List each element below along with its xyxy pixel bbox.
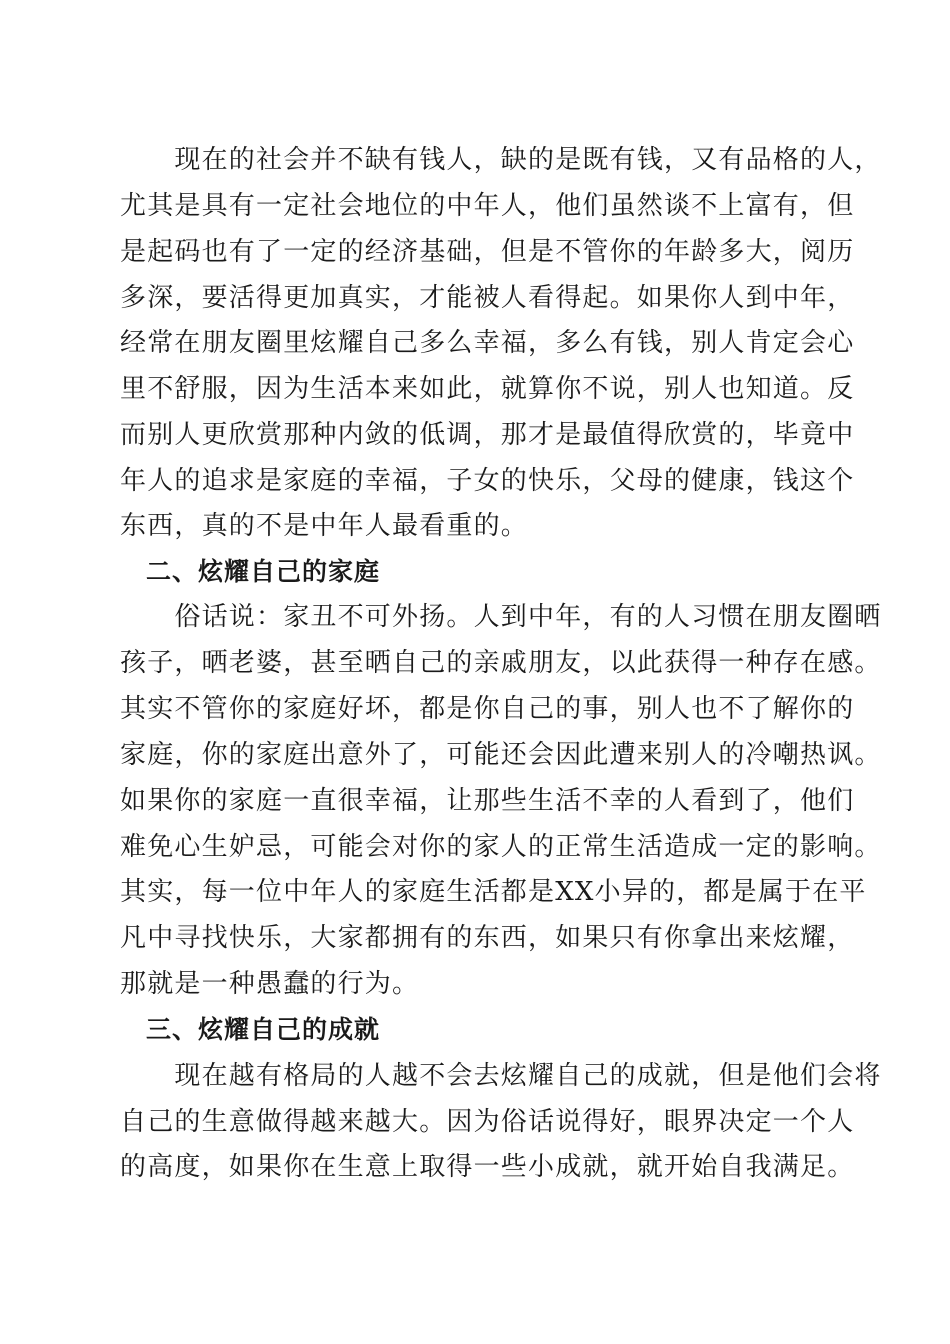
text-line: 的高度，如果你在生意上取得一些小成就，就开始自我满足。 [120, 1152, 855, 1182]
text-line: 其实不管你的家庭好坏，都是你自己的事，别人也不了解你的 [120, 694, 855, 724]
text-line: 年人的追求是家庭的幸福，子女的快乐，父母的健康，钱这个 [120, 466, 855, 496]
text-line: 而别人更欣赏那种内敛的低调，那才是最值得欣赏的，毕竟中 [120, 420, 855, 450]
text-line: 里不舒服，因为生活本来如此，就算你不说，别人也知道。反 [120, 374, 855, 404]
text-line: 其实，每一位中年人的家庭生活都是XX小异的，都是属于在平 [120, 877, 867, 907]
text-line: 现在的社会并不缺有钱人，缺的是既有钱，又有品格的人， [120, 145, 882, 175]
text-line: 孩子，晒老婆，甚至晒自己的亲戚朋友，以此获得一种存在感。 [120, 648, 882, 678]
text-line: 如果你的家庭一直很幸福，让那些生活不幸的人看到了，他们 [120, 786, 855, 816]
text-line: 经常在朋友圈里炫耀自己多么幸福，多么有钱，别人肯定会心 [120, 328, 855, 358]
section-heading: 三、炫耀自己的成就 [120, 1015, 381, 1044]
text-line: 家庭，你的家庭出意外了，可能还会因此遭来别人的冷嘲热讽。 [120, 740, 882, 770]
text-line: 自己的生意做得越来越大。因为俗话说得好，眼界决定一个人 [120, 1107, 855, 1137]
text-line: 多深，要活得更加真实，才能被人看得起。如果你人到中年， [120, 283, 855, 313]
text-line: 尤其是具有一定社会地位的中年人，他们虽然谈不上富有，但 [120, 191, 855, 221]
section-heading: 二、炫耀自己的家庭 [120, 557, 381, 586]
text-line: 俗话说：家丑不可外扬。人到中年，有的人习惯在朋友圈晒 [120, 602, 882, 632]
text-line: 东西，真的不是中年人最看重的。 [120, 511, 529, 541]
text-line: 那就是一种愚蠢的行为。 [120, 969, 420, 999]
text-line: 凡中寻找快乐，大家都拥有的东西，如果只有你拿出来炫耀， [120, 923, 855, 953]
text-line: 是起码也有了一定的经济基础，但是不管你的年龄多大，阅历 [120, 237, 855, 267]
text-line: 难免心生妒忌，可能会对你的家人的正常生活造成一定的影响。 [120, 832, 882, 862]
text-line: 现在越有格局的人越不会去炫耀自己的成就，但是他们会将 [120, 1061, 882, 1091]
